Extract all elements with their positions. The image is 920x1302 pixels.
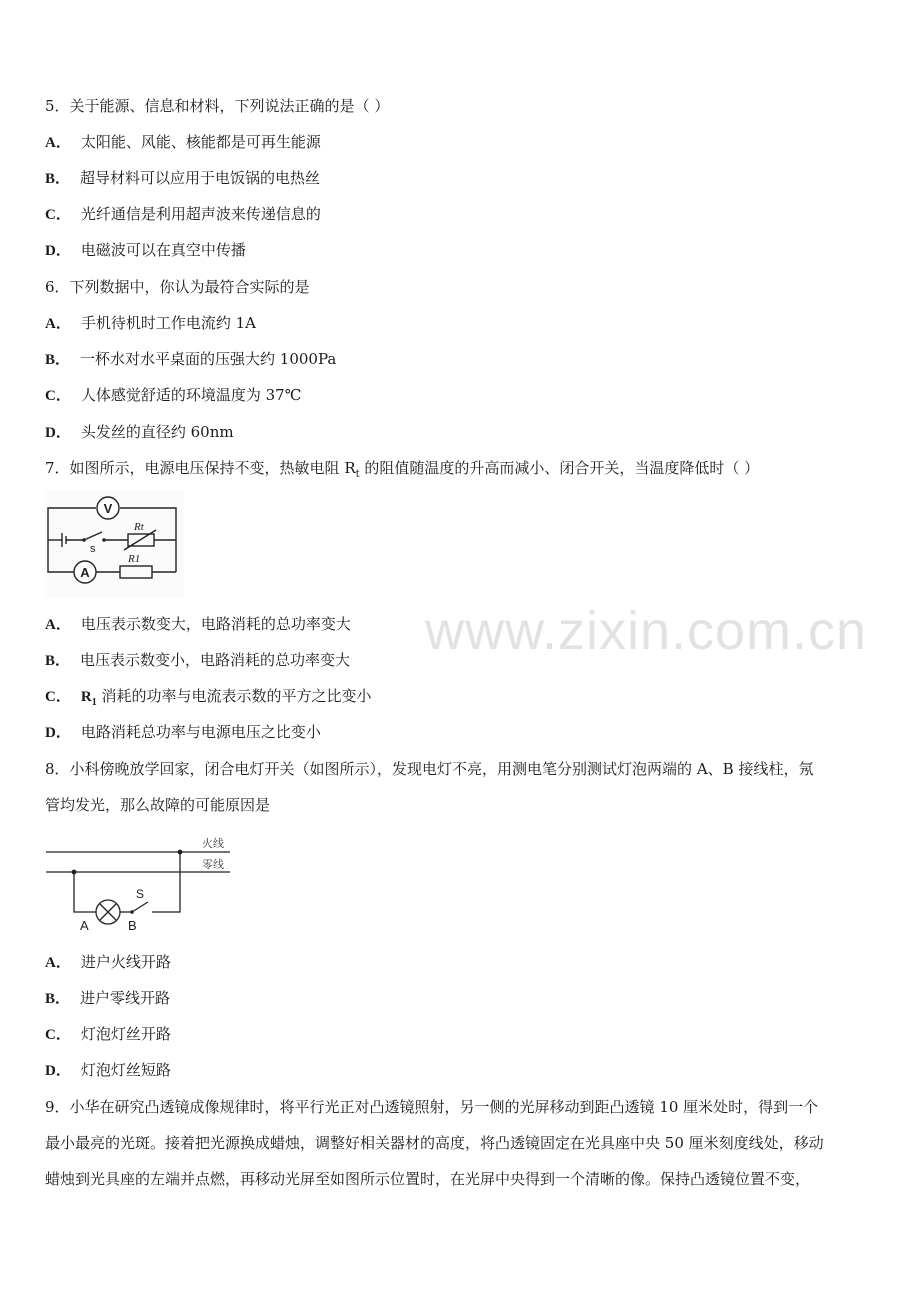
voltmeter-label: V: [103, 501, 113, 516]
switch-label: S: [136, 887, 145, 901]
option-text: 进户零线开路: [80, 989, 171, 1007]
option-text: 人体感觉舒适的环境温度为 37℃: [80, 386, 302, 404]
q9-line2: 最小最亮的光斑。接着把光源换成蜡烛，调整好相关器材的高度，将凸透镜固定在光具座中央 50 厘米刻度线处，移动: [45, 1134, 824, 1152]
q8-circuit-figure: [44, 832, 234, 932]
option-label: A．: [45, 135, 71, 151]
q6-stem: 6．下列数据中，你认为最符合实际的是: [45, 278, 310, 296]
q6-option-b[interactable]: [45, 348, 336, 371]
q7-circuit-figure: [44, 490, 184, 598]
q7-stem-pre: 7．如图所示，电源电压保持不变，热敏电阻 R: [45, 459, 356, 477]
q8-stem-line1: 8．小科傍晚放学回家，闭合电灯开关（如图所示），发现电灯不亮，用测电笔分别测试灯泡两端的 A、B 接线柱，氖: [45, 760, 814, 778]
option-text: 光纤通信是利用超声波来传递信息的: [80, 205, 321, 223]
option-text: 头发丝的直径约 60nm: [80, 423, 234, 441]
q8-option-a[interactable]: [45, 951, 171, 974]
option-label: D．: [45, 1063, 71, 1079]
option-text: 电路消耗总功率与电源电压之比变小: [80, 723, 321, 741]
q5-option-a[interactable]: [45, 131, 321, 154]
option-text: 消耗的功率与电流表示数的平方之比变小: [96, 687, 372, 705]
q7-stem: [45, 457, 759, 486]
q6-option-a[interactable]: [45, 312, 256, 335]
option-label: C．: [45, 207, 71, 223]
q8-stem-line2: 管均发光，那么故障的可能原因是: [45, 796, 271, 814]
q5-stem: 5．关于能源、信息和材料，下列说法正确的是（ ）: [45, 97, 390, 115]
q7-stem-sub: t: [355, 469, 360, 480]
option-text: 电压表示数变大，电路消耗的总功率变大: [80, 615, 351, 633]
option-label: A．: [45, 617, 71, 633]
option-text: 进户火线开路: [80, 953, 171, 971]
q5-option-d[interactable]: [45, 239, 246, 262]
option-label: A．: [45, 955, 71, 971]
option-label: B．: [45, 352, 71, 368]
option-label: B．: [45, 171, 71, 187]
option-text: 太阳能、风能、核能都是可再生能源: [80, 133, 321, 151]
option-text: 手机待机时工作电流约 1A: [80, 314, 256, 332]
q8-option-b[interactable]: [45, 987, 170, 1010]
live-wire-label: 火线: [202, 837, 224, 850]
q7-stem-post: 的阻值随温度的升高而减小、闭合开关，当温度降低时（ ）: [359, 459, 760, 477]
q6-option-c[interactable]: [45, 384, 301, 407]
option-text-sub: 1: [91, 697, 97, 708]
option-text: 灯泡灯丝开路: [80, 1025, 171, 1043]
q7-option-c[interactable]: [45, 685, 371, 714]
option-text: 电压表示数变小，电路消耗的总功率变大: [80, 651, 351, 669]
q8-option-d[interactable]: [45, 1059, 171, 1082]
option-label: C．: [45, 1027, 71, 1043]
q7-option-b[interactable]: [45, 649, 350, 672]
option-text: 电磁波可以在真空中传播: [80, 241, 246, 259]
option-text: 一杯水对水平桌面的压强大约 1000Pa: [80, 350, 337, 368]
switch-label: s: [90, 543, 96, 555]
option-label: C．: [45, 388, 71, 404]
q8-option-c[interactable]: [45, 1023, 171, 1046]
terminal-b-label: B: [128, 918, 137, 932]
option-label: A．: [45, 316, 71, 332]
option-text: 超导材料可以应用于电饭锅的电热丝: [80, 169, 321, 187]
q7-option-a[interactable]: [45, 613, 351, 636]
q5-option-c[interactable]: [45, 203, 321, 226]
q9-line1: 9．小华在研究凸透镜成像规律时，将平行光正对凸透镜照射，另一侧的光屏移动到距凸透镜 10 厘米处时，得到一个: [45, 1098, 819, 1116]
option-label: D．: [45, 425, 71, 441]
option-label: B．: [45, 653, 71, 669]
r1-label: R1: [128, 553, 141, 565]
rt-label: Rt: [134, 521, 144, 533]
terminal-a-label: A: [80, 918, 89, 932]
option-text: 灯泡灯丝短路: [80, 1061, 171, 1079]
option-label: C．: [45, 689, 71, 705]
watermark: www.zixin.com.cn: [425, 601, 868, 661]
ammeter-label: A: [80, 565, 90, 580]
q9-line3: 蜡烛到光具座的左端并点燃，再移动光屏至如图所示位置时，在光屏中央得到一个清晰的像。保持凸透镜位置不变，: [45, 1170, 811, 1188]
option-label: D．: [45, 243, 71, 259]
option-text-r: R: [80, 689, 92, 705]
option-label: B．: [45, 991, 71, 1007]
q6-option-d[interactable]: [45, 421, 234, 444]
option-label: D．: [45, 725, 71, 741]
q7-option-d[interactable]: [45, 721, 321, 744]
q5-option-b[interactable]: [45, 167, 320, 190]
neutral-wire-label: 零线: [202, 858, 224, 871]
